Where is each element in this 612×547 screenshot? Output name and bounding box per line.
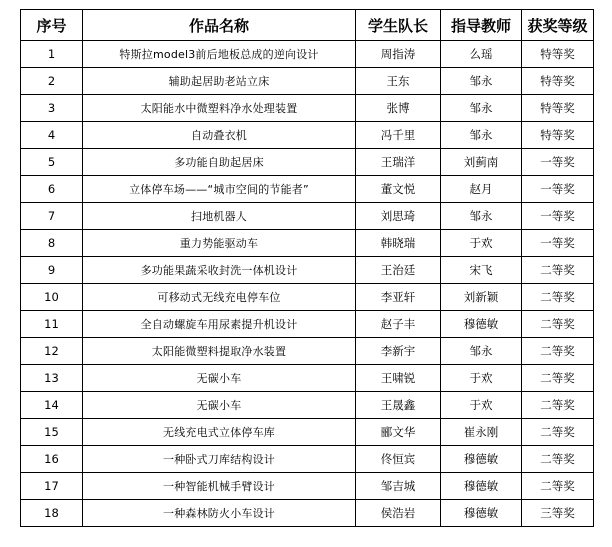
cell-leader: 王啸锐	[356, 365, 441, 392]
cell-no: 2	[21, 68, 83, 95]
table-row	[21, 176, 594, 203]
cell-teacher: 穆德敏	[441, 500, 522, 527]
table-row	[21, 284, 594, 311]
cell-no: 17	[21, 473, 83, 500]
cell-teacher: 穆德敏	[441, 473, 522, 500]
table-row	[21, 473, 594, 500]
table-row	[21, 203, 594, 230]
header-teacher: 指导教师	[441, 10, 522, 41]
cell-level: 特等奖	[522, 122, 594, 149]
cell-no: 3	[21, 95, 83, 122]
cell-no: 9	[21, 257, 83, 284]
cell-leader: 李亚轩	[356, 284, 441, 311]
cell-name: 特斯拉model3前后地板总成的逆向设计	[83, 41, 356, 68]
cell-no: 18	[21, 500, 83, 527]
cell-no: 10	[21, 284, 83, 311]
cell-name: 无线充电式立体停车库	[83, 419, 356, 446]
cell-leader: 李新宇	[356, 338, 441, 365]
cell-level: 二等奖	[522, 392, 594, 419]
cell-level: 二等奖	[522, 446, 594, 473]
cell-leader: 王治廷	[356, 257, 441, 284]
cell-level: 二等奖	[522, 311, 594, 338]
header-leader: 学生队长	[356, 10, 441, 41]
cell-leader: 韩晓瑞	[356, 230, 441, 257]
table-row	[21, 95, 594, 122]
cell-no: 11	[21, 311, 83, 338]
cell-level: 二等奖	[522, 419, 594, 446]
cell-teacher: 邹永	[441, 203, 522, 230]
cell-level: 二等奖	[522, 365, 594, 392]
cell-teacher: 穆德敏	[441, 311, 522, 338]
cell-teacher: 邹永	[441, 122, 522, 149]
cell-name: 太阳能水中微塑料净水处理装置	[83, 95, 356, 122]
header-name: 作品名称	[83, 10, 356, 41]
table-row	[21, 149, 594, 176]
table-row	[21, 500, 594, 527]
cell-name: 多功能自助起居床	[83, 149, 356, 176]
cell-teacher: 刘蓟南	[441, 149, 522, 176]
cell-name: 可移动式无线充电停车位	[83, 284, 356, 311]
cell-no: 4	[21, 122, 83, 149]
cell-leader: 佟恒宾	[356, 446, 441, 473]
cell-no: 14	[21, 392, 83, 419]
cell-no: 12	[21, 338, 83, 365]
table-row	[21, 365, 594, 392]
cell-teacher: 穆德敏	[441, 446, 522, 473]
cell-leader: 郦文华	[356, 419, 441, 446]
cell-leader: 侯浩岩	[356, 500, 441, 527]
table-row	[21, 392, 594, 419]
cell-name: 重力势能驱动车	[83, 230, 356, 257]
cell-no: 16	[21, 446, 83, 473]
cell-level: 特等奖	[522, 95, 594, 122]
cell-name: 自动叠衣机	[83, 122, 356, 149]
cell-leader: 赵子丰	[356, 311, 441, 338]
cell-level: 三等奖	[522, 500, 594, 527]
table-row	[21, 338, 594, 365]
cell-teacher: 宋飞	[441, 257, 522, 284]
table-row	[21, 446, 594, 473]
cell-name: 扫地机器人	[83, 203, 356, 230]
awards-table	[20, 9, 594, 527]
cell-level: 一等奖	[522, 203, 594, 230]
cell-no: 8	[21, 230, 83, 257]
cell-name: 无碳小车	[83, 392, 356, 419]
cell-teacher: 于欢	[441, 392, 522, 419]
cell-name: 立体停车场——“城市空间的节能者”	[83, 176, 356, 203]
header-row	[21, 10, 594, 41]
cell-teacher: 么瑶	[441, 41, 522, 68]
cell-teacher: 刘新颖	[441, 284, 522, 311]
cell-leader: 冯千里	[356, 122, 441, 149]
cell-level: 二等奖	[522, 338, 594, 365]
cell-teacher: 赵月	[441, 176, 522, 203]
table-row	[21, 41, 594, 68]
cell-level: 一等奖	[522, 149, 594, 176]
header-no: 序号	[21, 10, 83, 41]
cell-no: 15	[21, 419, 83, 446]
cell-no: 13	[21, 365, 83, 392]
cell-teacher: 于欢	[441, 230, 522, 257]
cell-teacher: 邹永	[441, 68, 522, 95]
cell-name: 一种智能机械手臂设计	[83, 473, 356, 500]
cell-level: 二等奖	[522, 257, 594, 284]
cell-leader: 邹吉城	[356, 473, 441, 500]
cell-teacher: 崔永刚	[441, 419, 522, 446]
table-row	[21, 257, 594, 284]
table-row	[21, 230, 594, 257]
cell-name: 一种卧式刀库结构设计	[83, 446, 356, 473]
table-row	[21, 122, 594, 149]
cell-teacher: 邹永	[441, 338, 522, 365]
cell-teacher: 邹永	[441, 95, 522, 122]
cell-level: 一等奖	[522, 176, 594, 203]
cell-name: 全自动螺旋车用尿素提升机设计	[83, 311, 356, 338]
cell-name: 一种森林防火小车设计	[83, 500, 356, 527]
cell-leader: 张博	[356, 95, 441, 122]
table-body	[21, 41, 594, 527]
cell-level: 二等奖	[522, 284, 594, 311]
cell-name: 辅助起居助老站立床	[83, 68, 356, 95]
cell-name: 太阳能微塑料提取净水装置	[83, 338, 356, 365]
cell-leader: 刘思琦	[356, 203, 441, 230]
cell-no: 7	[21, 203, 83, 230]
cell-level: 一等奖	[522, 230, 594, 257]
cell-name: 无碳小车	[83, 365, 356, 392]
cell-level: 特等奖	[522, 41, 594, 68]
header-level: 获奖等级	[522, 10, 594, 41]
table-row	[21, 311, 594, 338]
cell-leader: 王东	[356, 68, 441, 95]
cell-no: 6	[21, 176, 83, 203]
cell-leader: 周指涛	[356, 41, 441, 68]
cell-teacher: 于欢	[441, 365, 522, 392]
table-row	[21, 68, 594, 95]
cell-no: 1	[21, 41, 83, 68]
cell-leader: 董文悦	[356, 176, 441, 203]
table-row	[21, 419, 594, 446]
cell-level: 二等奖	[522, 473, 594, 500]
cell-name: 多功能果蔬采收封洗一体机设计	[83, 257, 356, 284]
cell-leader: 王瑞洋	[356, 149, 441, 176]
cell-no: 5	[21, 149, 83, 176]
cell-level: 特等奖	[522, 68, 594, 95]
cell-leader: 王晟鑫	[356, 392, 441, 419]
